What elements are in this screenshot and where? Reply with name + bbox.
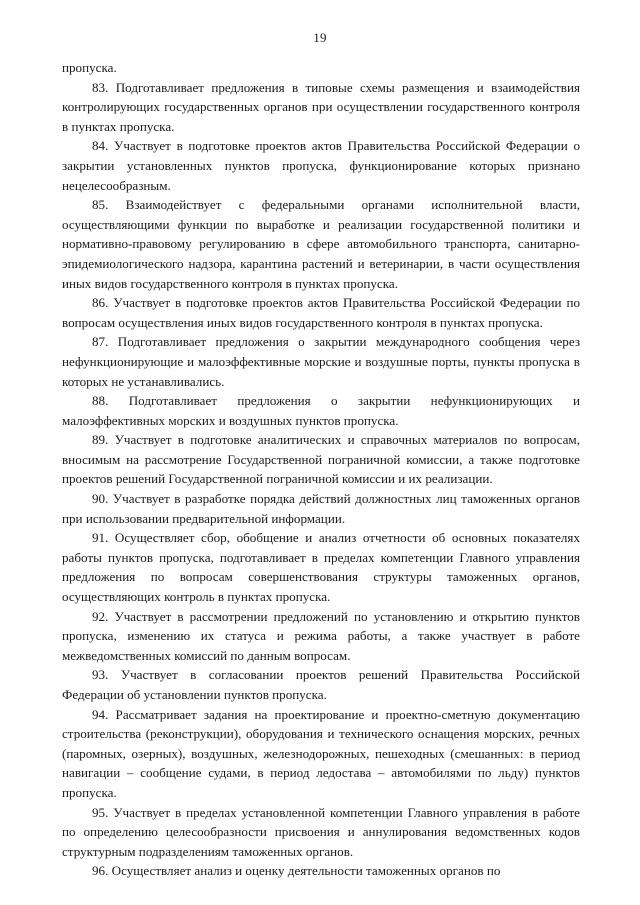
paragraph-item-86: 86. Участвует в подготовке проектов актов Правительства Российской Федерации по вопросам осуществления иных видов государственного контроля в пунктах пропуска. [62,295,580,330]
paragraph-item-87: 87. Подготавливает предложения о закрытии международного сообщения через нефункционирующие и малоэффективные морские и воздушные порты, пункты пропуска в которых не устанавливались. [62,334,580,389]
paragraph-item-90: 90. Участвует в разработке порядка действий должностных лиц таможенных органов при использовании предварительной информации. [62,491,580,526]
document-body [0,58,640,881]
paragraph-item-92: 92. Участвует в рассмотрении предложений по установлению и открытию пунктов пропуска, изменению их статуса и режима работы, а также участвует в работе межведомственных комиссий по данным вопросам. [62,608,580,663]
paragraph-item-84: 84. Участвует в подготовке проектов актов Правительства Российской Федерации о закрытии установленных пунктов пропуска, функционирование которых признано нецелесообразным. [62,138,580,193]
paragraph-item-91: 91. Осуществляет сбор, обобщение и анализ отчетности об основных показателях работы пунктов пропуска, подготавливает в пределах компетенции Главного управления предложения по вопросам совершенствования структуры таможенных органов, осуществляющих контроль в пунктах пропуска. [62,530,580,605]
paragraph-item-95: 95. Участвует в пределах установленной компетенции Главного управления в работе по определению целесообразности присвоения и аннулирования ведомственных кодов структурным подразделениям таможенных органов. [62,804,580,859]
paragraph-item-89: 89. Участвует в подготовке аналитических и справочных материалов по вопросам, вносимым на рассмотрение Государственной пограничной комиссии, а также подготовке проектов решений Государственной пограничной комиссии и их реализации. [62,432,580,487]
paragraph-item-85: 85. Взаимодействует с федеральными органами исполнительной власти, осуществляющими функции по выработке и реализации государственной политики и нормативно-правовому регулированию в сфере автомобильного транспорта, санитарно-эпидемиологического надзора, карантина растений и ветеринарии, в части осуществления иных видов государственного контроля в пунктах пропуска. [62,197,580,291]
paragraph-item-94: 94. Рассматривает задания на проектирование и проектно-сметную документацию строительства (реконструкции), оборудования и технического оснащения морских, речных (паромных, озерных), воздушных, железнодорожных, пешеходных (смешанных: в период навигации – сообщение судами, в период ледостава – автомобилями по льду) пунктов пропуска. [62,706,580,800]
paragraph-item-93: 93. Участвует в согласовании проектов решений Правительства Российской Федерации об установлении пунктов пропуска. [62,667,580,702]
paragraph-continuation: пропуска. [62,60,117,75]
paragraph-item-83: 83. Подготавливает предложения в типовые схемы размещения и взаимодействия контролирующих государственных органов при осуществлении государственного контроля в пунктах пропуска. [62,79,580,134]
paragraph-item-96: 96. Осуществляет анализ и оценку деятельности таможенных органов по [92,863,501,879]
page-number: 19 [313,30,327,45]
paragraph-item-88: 88. Подготавливает предложения о закрытии нефункционирующих и малоэффективных морских и воздушных пунктов пропуска. [62,393,580,428]
